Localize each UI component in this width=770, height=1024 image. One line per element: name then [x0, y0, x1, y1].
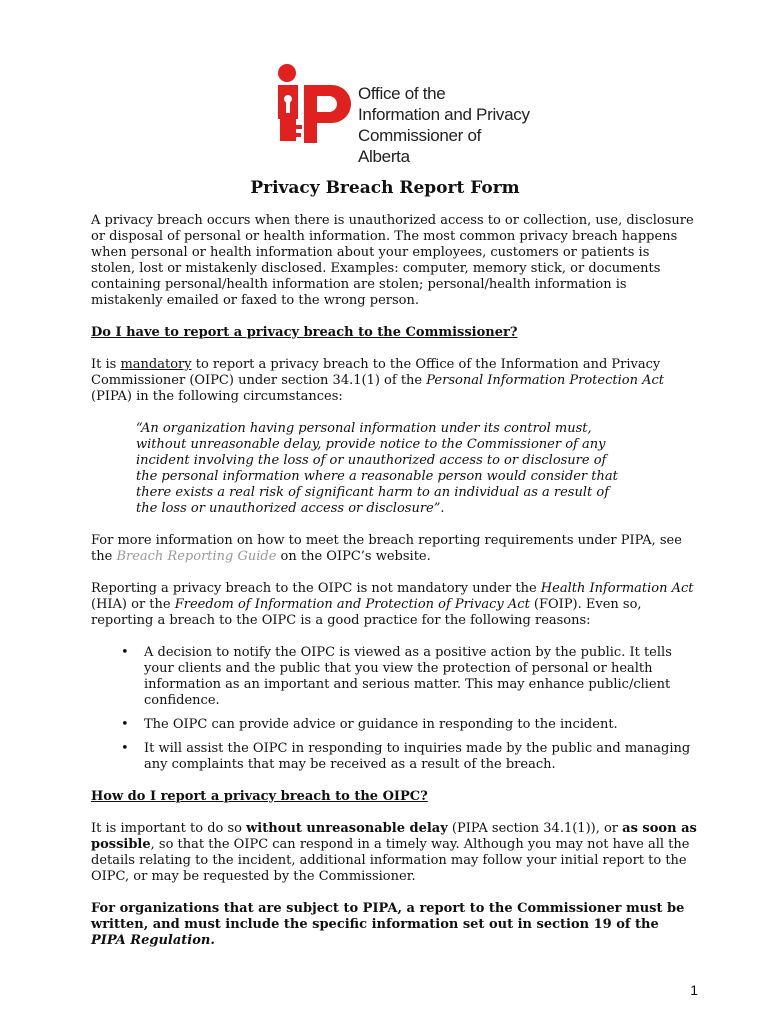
mandatory-paragraph [91, 357, 697, 405]
oipc-logo [276, 63, 536, 166]
foip-act-name: Freedom of Information and Protection of Privacy Act [174, 597, 530, 612]
logo-line-1: Office of the [358, 84, 446, 103]
bullet-icon: • [121, 645, 129, 660]
logo-line-3: Commissioner of Alberta [358, 126, 482, 166]
page-number: 1 [690, 982, 698, 998]
text: (FOIP). Even so, reporting a breach to the OIPC is a good practice for the following reasons: [91, 597, 642, 628]
text: (PIPA section 34.1(1)), or [447, 821, 623, 836]
list-item-text: It will assist the OIPC in responding to inquiries made by the public and managing any complaints that may be received as a result of the breach. [144, 741, 691, 772]
text: (PIPA) in the following circumstances: [91, 389, 343, 404]
mandatory-emphasis: mandatory [120, 357, 192, 372]
guide-paragraph [91, 533, 697, 565]
logo-line-2: Information and Privacy [358, 105, 530, 124]
intro-paragraph: A privacy breach occurs when there is unauthorized access to or collection, use, disclosure or disposal of personal or health information. The most common privacy breach happens when personal or health information about your employees, customers or patients is stolen, lost or mistakenly disclosed. Examples: computer, memory stick, or documents containing personal/health information are stolen; personal/health information is mistakenly emailed or faxed to the wrong person. [91, 213, 694, 308]
hia-act-name: Health Information Act [540, 581, 694, 596]
page-title: Privacy Breach Report Form [250, 178, 520, 198]
bullet-icon: • [121, 717, 129, 732]
list-item-text: The OIPC can provide advice or guidance in responding to the incident. [144, 717, 618, 732]
reasons-list [91, 645, 697, 773]
list-item [91, 741, 697, 773]
breach-reporting-guide-link[interactable]: Breach Reporting Guide [116, 549, 277, 564]
heading-how-to-report: How do I report a privacy breach to the OIPC? [91, 789, 428, 804]
logo-text [358, 83, 536, 167]
text: It is important to do so [91, 821, 247, 836]
text: For more information on how to meet the breach reporting requirements under PIPA, see the [91, 533, 682, 564]
document-body [91, 213, 697, 949]
list-item-text: A decision to notify the OIPC is viewed as a positive action by the public. It tells your clients and the public that you view the protection of personal or health information as an important and serious matter. This may enhance public/client confidence. [144, 645, 672, 708]
regulation-name: PIPA Regulation. [91, 933, 215, 948]
bullet-icon: • [121, 741, 129, 756]
act-name: Personal Information Protection Act [426, 373, 664, 388]
pipa-requirement-paragraph [91, 901, 697, 949]
ip-logo-mark-icon [276, 63, 354, 147]
bold-phrase: as soon as possible [91, 821, 697, 852]
text: It is [91, 357, 121, 372]
heading-report-requirement: Do I have to report a privacy breach to the Commissioner? [91, 325, 518, 340]
text: For organizations that are subject to PIPA, a report to the Commissioner must be written, and must include the specific information set out in section 19 of the [91, 901, 685, 932]
not-mandatory-paragraph [91, 581, 697, 629]
text: , so that the OIPC can respond in a timely way. Although you may not have all the details relating to the incident, additional information may follow your initial report to the OIPC, or may be requested by the Commissioner. [91, 837, 690, 884]
text: Reporting a privacy breach to the OIPC is not mandatory under the [91, 581, 541, 596]
text: on the OIPC’s website. [276, 549, 431, 564]
text: (HIA) or the [91, 597, 175, 612]
bold-phrase: without unreasonable delay [246, 821, 448, 836]
list-item [91, 645, 697, 709]
list-item [91, 717, 697, 733]
timing-paragraph [91, 821, 697, 885]
text: to report a privacy breach to the Office of the Information and Privacy Commissioner (OIPC) under section 34.1(1) of the [91, 357, 661, 388]
legal-quote: “An organization having personal information under its control must, without unreasonable delay, provide notice to the Commissioner of any incident involving the loss of or unauthorized access to or disclosure of the personal information where a reasonable person would consider that there exists a real risk of significant harm to an individual as a result of the loss or unauthorized access or disclosure”. [136, 421, 618, 516]
